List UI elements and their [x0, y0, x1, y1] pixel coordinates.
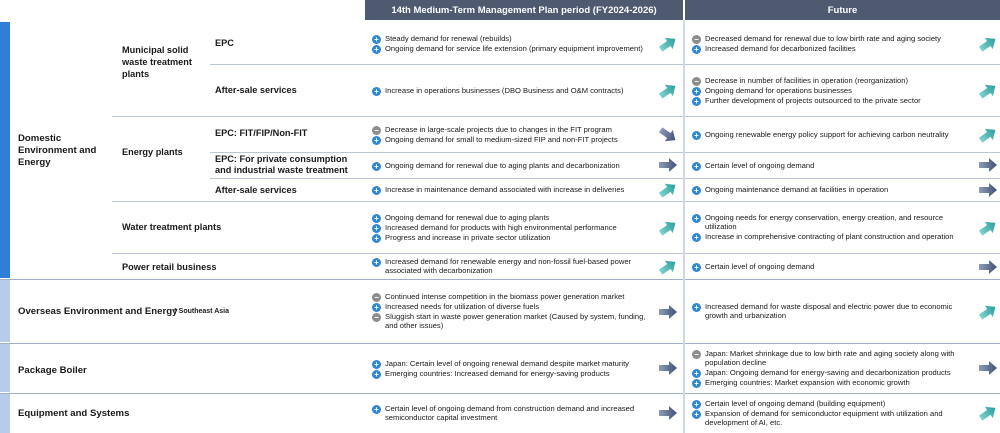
row-package-current — [366, 345, 656, 393]
bullet-item — [692, 97, 976, 106]
bullet-text: Certain level of ongoing demand — [705, 160, 815, 170]
bullet-text: Progress and increase in private sector utilization — [385, 232, 551, 242]
plus-circle-icon: + — [372, 405, 381, 414]
plus-circle-icon: + — [692, 45, 701, 54]
bullet-text: Increase in comprehensive contracting of plant construction and operation — [705, 231, 954, 241]
bullet-text: Ongoing demand for small to medium-sized FIP and non-FIT projects — [385, 134, 618, 144]
bullet-item — [692, 263, 976, 272]
trend-arrow-up-icon — [978, 35, 996, 51]
header-future: Future — [685, 0, 1000, 20]
bullet-text: Increase in maintenance demand associated with increase in deliveries — [385, 185, 625, 194]
bullet-text: Decrease in large-scale projects due to changes in the FIT program — [385, 124, 612, 134]
plus-circle-icon: + — [372, 214, 381, 223]
bullet-text: Increased demand for renewable energy and non-fossil fuel-based power associated with decarbonization — [385, 257, 632, 275]
minus-circle-icon: − — [692, 35, 701, 44]
row-energy-aftersale-current — [366, 180, 656, 201]
trend-arrow-up-icon — [658, 258, 676, 274]
bullet-item — [372, 35, 656, 44]
minus-circle-icon: − — [692, 77, 701, 86]
plus-circle-icon: + — [692, 379, 701, 388]
trend-arrow-flat-icon — [978, 181, 996, 197]
bullet-item — [692, 369, 976, 378]
plus-circle-icon: + — [372, 234, 381, 243]
domestic-bar — [0, 22, 10, 278]
trend-arrow-down-icon — [658, 126, 676, 142]
bullet-text: Japan: Market shrinkage due to low birth rate and aging society along with population decline — [705, 349, 955, 367]
plus-circle-icon: + — [692, 303, 701, 312]
package-bar — [0, 344, 10, 392]
subcat-aftersale-energy: After-sale services — [215, 185, 297, 195]
row-water-future — [686, 203, 976, 253]
row-waste-epc-current — [366, 24, 656, 64]
row-equipment-current — [366, 395, 656, 432]
trend-arrow-up-icon — [658, 35, 676, 51]
bullet-text: Emerging countries: Increased demand for energy-saving products — [385, 368, 610, 378]
trend-arrow-up-icon — [978, 82, 996, 98]
bullet-item — [692, 77, 976, 86]
plus-circle-icon: + — [372, 186, 381, 195]
segment-equipment: Equipment and Systems — [18, 408, 130, 419]
overseas-bar — [0, 280, 10, 342]
bullet-item — [692, 214, 976, 231]
bullet-item — [372, 186, 656, 195]
bullet-text: Increased demand for products with high environmental performance — [385, 222, 617, 232]
bullet-item — [692, 87, 976, 96]
bullet-text: Japan: Certain level of ongoing renewal demand despite market maturity — [385, 358, 629, 368]
bullet-text: Ongoing maintenance demand at facilities in operation — [705, 185, 889, 194]
bullet-item — [692, 131, 976, 140]
plus-circle-icon: + — [372, 224, 381, 233]
category-energy: Energy plants — [122, 147, 183, 157]
bullet-text: Ongoing renewable energy policy support for achieving carbon neutrality — [705, 129, 949, 139]
subcat-epc: EPC — [215, 38, 234, 48]
trend-arrow-flat-icon — [658, 156, 676, 172]
bullet-item — [372, 405, 656, 422]
segment-domestic: Domestic Environment and Energy — [18, 133, 97, 168]
trend-arrow-up-icon — [978, 219, 996, 235]
bullet-item — [692, 410, 976, 427]
segment-overseas-note: * Southeast Asia — [174, 308, 229, 315]
category-power: Power retail business — [122, 262, 217, 272]
trend-arrow-flat-icon — [658, 303, 676, 319]
row-power-future — [686, 255, 976, 279]
row-overseas-future — [686, 281, 976, 343]
row-water-current — [366, 203, 656, 253]
bullet-text: Emerging countries: Market expansion with economic growth — [705, 377, 910, 387]
plus-circle-icon: + — [372, 162, 381, 171]
bullet-text: Decreased demand for renewal due to low birth rate and aging society — [705, 33, 941, 43]
bullet-text: Steady demand for renewal (rebuilds) — [385, 33, 512, 43]
bullet-text: Japan: Ongoing demand for energy-saving and decarbonization products — [705, 367, 951, 377]
bullet-item — [372, 360, 656, 369]
subcat-epc-private: EPC: For private consumption and industrial waste treatment — [215, 154, 348, 175]
bullet-text: Ongoing demand for service life extension (primary equipment improvement) — [385, 43, 643, 53]
bullet-item — [692, 186, 976, 195]
bullet-text: Certain level of ongoing demand — [705, 261, 815, 271]
minus-circle-icon: − — [372, 313, 381, 322]
plus-circle-icon: + — [692, 131, 701, 140]
subcat-aftersale-waste: After-sale services — [215, 85, 297, 95]
bullet-item — [692, 350, 976, 367]
bullet-item — [372, 293, 656, 302]
row-equipment-future — [686, 395, 976, 432]
bullet-item — [372, 214, 656, 223]
trend-arrow-flat-icon — [978, 258, 996, 274]
plus-circle-icon: + — [692, 87, 701, 96]
row-waste-aftersale-current — [366, 66, 656, 116]
row-energy-fit-future — [686, 118, 976, 152]
bullet-item — [372, 136, 656, 145]
bullet-item — [692, 45, 976, 54]
bullet-item — [692, 162, 976, 171]
bullet-item — [372, 162, 656, 171]
segment-overseas: Overseas Environment and Energy — [18, 306, 178, 317]
plus-circle-icon: + — [372, 303, 381, 312]
bullet-item — [692, 303, 976, 320]
plus-circle-icon: + — [692, 214, 701, 223]
row-package-future — [686, 345, 976, 393]
subcat-epc-fit: EPC: FIT/FIP/Non-FIT — [215, 128, 308, 138]
row-energy-aftersale-future — [686, 180, 976, 201]
bullet-item — [372, 234, 656, 243]
trend-arrow-up-icon — [658, 219, 676, 235]
trend-arrow-up-icon — [658, 82, 676, 98]
plus-circle-icon: + — [692, 369, 701, 378]
bullet-text: Continued intense competition in the biomass power generation market — [385, 292, 625, 302]
bullet-text: Increased needs for utilization of diverse fuels — [385, 302, 540, 312]
row-energy-private-current — [366, 154, 656, 178]
bullet-item — [372, 126, 656, 135]
plus-circle-icon: + — [372, 136, 381, 145]
bullet-text: Decrease in number of facilities in operation (reorganization) — [705, 75, 909, 85]
plus-circle-icon: + — [692, 97, 701, 106]
plus-circle-icon: + — [372, 87, 381, 96]
bullet-text: Increased demand for waste disposal and electric power due to economic growth and urbanization — [705, 302, 953, 320]
bullet-text: Increased demand for decarbonized facilities — [705, 43, 856, 53]
bullet-item — [372, 303, 656, 312]
plus-circle-icon: + — [372, 45, 381, 54]
bullet-text: Certain level of ongoing demand (building equipment) — [705, 398, 886, 408]
row-energy-private-future — [686, 154, 976, 178]
plus-circle-icon: + — [692, 186, 701, 195]
row-waste-epc-future — [686, 24, 976, 64]
row-overseas-current — [366, 281, 656, 343]
bullet-item — [372, 313, 656, 330]
segment-package: Package Boiler — [18, 365, 87, 376]
plus-circle-icon: + — [372, 258, 381, 267]
trend-arrow-flat-icon — [978, 156, 996, 172]
row-power-current — [366, 255, 656, 279]
plus-circle-icon: + — [692, 233, 701, 242]
trend-arrow-up-icon — [978, 126, 996, 142]
plus-circle-icon: + — [692, 162, 701, 171]
trend-arrow-up-icon — [658, 181, 676, 197]
row-energy-fit-current — [366, 118, 656, 152]
bullet-item — [372, 87, 656, 96]
bullet-text: Certain level of ongoing demand from construction demand and increased semiconductor capital investment — [385, 403, 635, 422]
minus-circle-icon: − — [372, 293, 381, 302]
bullet-item — [372, 45, 656, 54]
trend-arrow-flat-icon — [658, 359, 676, 375]
plus-circle-icon: + — [692, 410, 701, 419]
minus-circle-icon: − — [372, 126, 381, 135]
category-waste: Municipal solid waste treatment plants — [122, 45, 192, 79]
bullet-item — [692, 35, 976, 44]
plus-circle-icon: + — [372, 370, 381, 379]
trend-arrow-flat-icon — [978, 359, 996, 375]
trend-arrow-flat-icon — [658, 404, 676, 420]
bullet-text: Further development of projects outsourced to the private sector — [705, 95, 921, 105]
bullet-text: Sluggish start in waste power generation market (Caused by system, funding, and other issues) — [385, 312, 646, 330]
trend-arrow-up-icon — [978, 404, 996, 420]
trend-arrow-up-icon — [978, 303, 996, 319]
plus-circle-icon: + — [372, 35, 381, 44]
bullet-item — [692, 400, 976, 409]
bullet-item — [372, 224, 656, 233]
bullet-text: Expansion of demand for semiconductor equipment with utilization and development of AI, etc. — [705, 408, 943, 427]
bullet-text: Increase in operations businesses (DBO Business and O&M contracts) — [385, 85, 624, 95]
minus-circle-icon: − — [692, 350, 701, 359]
bullet-text: Ongoing demand for renewal due to aging plants — [385, 212, 550, 222]
bullet-text: Ongoing demand for operations businesses — [705, 85, 852, 95]
bullet-item — [692, 233, 976, 242]
equipment-bar — [0, 394, 10, 433]
plus-circle-icon: + — [692, 263, 701, 272]
plus-circle-icon: + — [372, 360, 381, 369]
bullet-item — [372, 370, 656, 379]
row-waste-aftersale-future — [686, 66, 976, 116]
bullet-item — [692, 379, 976, 388]
bullet-text: Ongoing needs for energy conservation, energy creation, and resource utilization — [705, 213, 944, 231]
bullet-text: Ongoing demand for renewal due to aging plants and decarbonization — [385, 160, 620, 170]
bullet-item — [372, 258, 656, 275]
category-water: Water treatment plants — [122, 222, 222, 232]
plus-circle-icon: + — [692, 400, 701, 409]
header-period: 14th Medium-Term Management Plan period (FY2024-2026) — [365, 0, 683, 20]
